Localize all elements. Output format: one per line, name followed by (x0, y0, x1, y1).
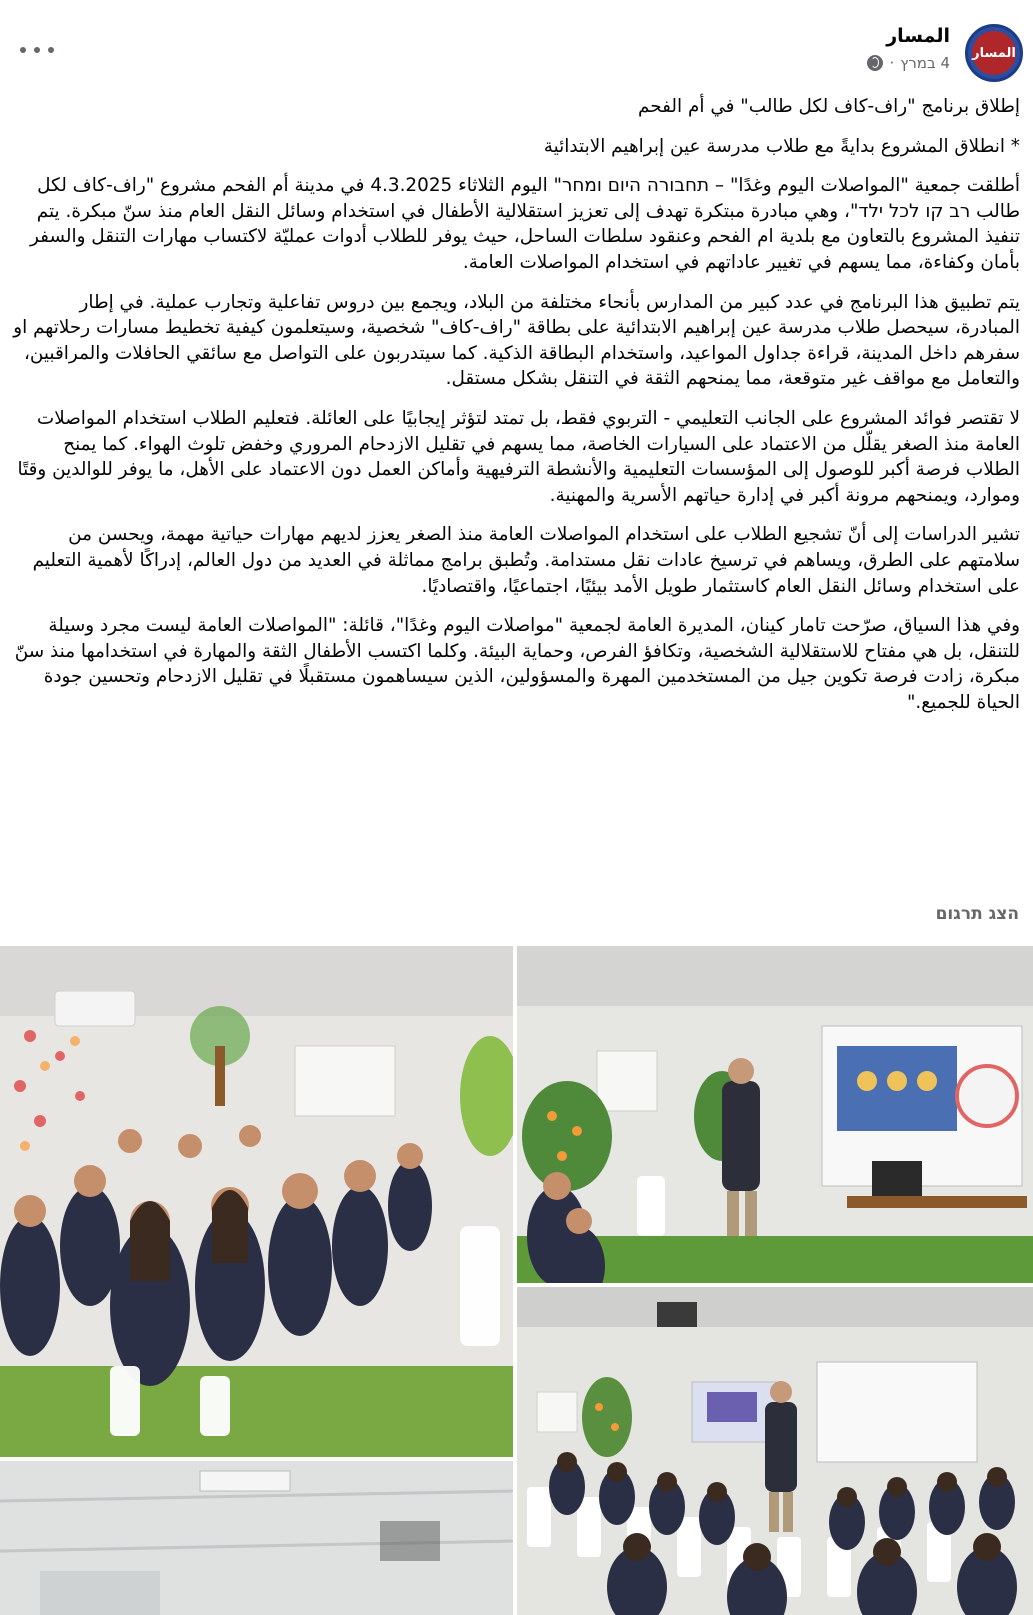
post-text (13, 94, 1020, 729)
avatar-logo: المسار (972, 31, 1016, 75)
post-subtitle: * انطلاق المشروع بدايةً مع طلاب مدرسة عين إبراهيم الابتدائية (543, 135, 1020, 157)
more-options-icon (20, 47, 26, 53)
more-options-icon (48, 47, 54, 53)
post-header (0, 20, 1033, 86)
post-paragraph-5: وفي هذا السياق، صرّحت تامار كينان، المديرة العامة لجمعية "مواصلات اليوم وغدًا"، قائلة: "المواصلات العامة ليست مجرد وسيلة للتنقل، بل هي مفتاح للاستقلالية الشخصية، وتكافؤ الفرص، وحماية البيئة. وكلما اكتسب الأطفال الثقة والمهارة في استخدامها منذ سنّ مبكرة، زادت فرصة تكوين جيل من المستخدمين المهرة والمسؤولين، الذين سيساهمون مستقبلًا في تقليل الازدحام وتحسين جودة الحياة للجميع." (14, 615, 1020, 713)
post-paragraph-3: لا تقتصر فوائد المشروع على الجانب التعليمي - التربوي فقط، بل تمتد لتؤثر إيجابيًا على العائلة. فتعليم الطلاب استخدام المواصلات العامة منذ الصغر يقلّل من الاعتماد على السيارات الخاصة، مما يسهم في تقليل الازدحام المروري وخفض تلوث الهواء. كما يمنح الطلاب فرصة أكبر للوصول إلى المؤسسات التعليمية والأنشطة الترفيهية وأماكن العمل دون الاعتماد على الأهل، ما يوفر للوالدين وقتًا وموارد، ويمنحهم مرونة أكبر في إدارة حياتهم الأسرية والمهنية. (17, 407, 1020, 506)
photo-grid (0, 946, 1033, 1615)
page-avatar[interactable] (965, 24, 1023, 82)
more-options-button[interactable] (20, 38, 54, 62)
post-date[interactable]: 4 במרץ (900, 54, 950, 72)
post-title: إطلاق برنامج "راف-كاف لكل طالب" في أم الفحم (638, 96, 1020, 117)
photo-classroom-presentation[interactable] (517, 946, 1033, 1283)
photo-classroom-whiteboard[interactable] (517, 1287, 1033, 1615)
post-paragraph-4: تشير الدراسات إلى أنّ تشجيع الطلاب على استخدام المواصلات العامة منذ الصغر يعزز لديهم مهارات حياتية مهمة، ويحسن من سلامتهم على الطرق، ويساهم في ترسيخ عادات نقل مستدامة. وتُطبق برامج مماثلة في العديد من دول العالم، إدراكًا لأهمية التعليم على استخدام وسائل النقل العام كاستثمار طويل الأمد بيئيًا، اجتماعيًا، واقتصاديًا. (32, 524, 1020, 597)
see-translation-link[interactable]: הצג תרגום (935, 904, 1019, 924)
post-paragraph-2: يتم تطبيق هذا البرنامج في عدد كبير من المدارس بأنحاء مختلفة من البلاد، ويجمع بين دروس تفاعلية وتجارب عملية. في إطار المبادرة، سيحصل طلاب مدرسة عين إبراهيم الابتدائية على بطاقة "راف-كاف" شخصية، وسيتعلمون كيفية تخطيط مسارات رحلاتهم او سفرهم داخل المدينة، قراءة جداول المواعيد، واستخدام البطاقة الذكية. كما سيتدربون على التواصل مع سائقي الحافلات والمراقبين، والتعامل مع مواقف غير متوقعة، مما يمنحهم الثقة في التنقل بشكل مستقل. (13, 291, 1020, 390)
post-paragraph-1: أطلقت جمعية "المواصلات اليوم وغدًا" – תחבורה היום ומחר" اليوم الثلاثاء 4.3.2025 في مدينة أم الفحم مشروع "راف-كاف لكل طالب רב קו לכל ילד"، وهي مبادرة مبتكرة تهدف إلى تعزيز استقلالية الأطفال في استخدام وسائل النقل العام منذ سنّ مبكرة. يتم تنفيذ المشروع بالتعاون مع بلدية ام الفحم وعنقود سلطات الساحل، حيث يوفر للطلاب أدوات عمليّة لاكتساب مهارات التنقل والسفر بأمان وكفاءة، مما يسهم في تغيير عاداتهم في استخدام المواصلات العامة. (30, 175, 1020, 273)
page-name[interactable]: المسار (886, 25, 950, 47)
globe-icon (867, 55, 883, 71)
post-meta (867, 54, 950, 72)
photo-classroom-ceiling[interactable] (0, 1461, 513, 1615)
more-options-icon (34, 47, 40, 53)
meta-separator: · (889, 54, 895, 72)
photo-classroom-students[interactable] (0, 946, 513, 1457)
